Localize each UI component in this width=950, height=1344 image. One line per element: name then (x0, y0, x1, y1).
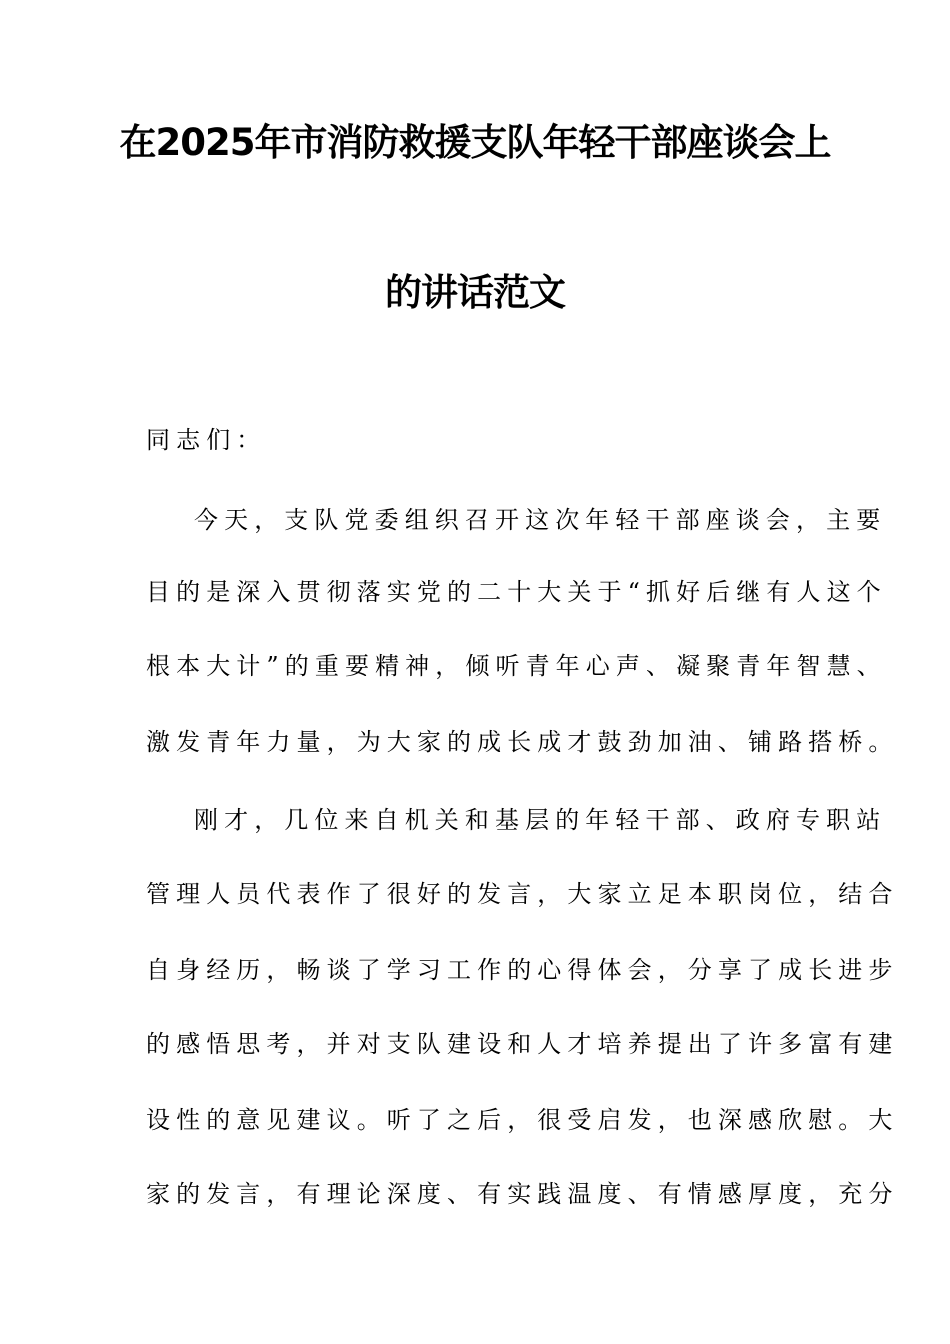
paragraph-2-line-4: 的感悟思考，并对支队建设和人才培养提出了许多富有建 (146, 1030, 899, 1058)
paragraph-2-line-3: 自身经历，畅谈了学习工作的心得体会，分享了成长进步 (146, 956, 899, 984)
paragraph-2-line-1: 刚才，几位来自机关和基层的年轻干部、政府专职站 (194, 806, 887, 834)
paragraph-2-line-6: 家的发言，有理论深度、有实践温度、有情感厚度，充分 (146, 1180, 899, 1208)
paragraph-1-line-4: 激发青年力量，为大家的成长成才鼓劲加油、铺路搭桥。 (146, 728, 899, 756)
document-title-line-2: 的讲话范文 (385, 271, 565, 314)
paragraph-2-line-5: 设性的意见建议。听了之后，很受启发，也深感欣慰。大 (146, 1106, 899, 1134)
paragraph-2-line-2: 管理人员代表作了很好的发言，大家立足本职岗位，结合 (146, 880, 899, 908)
paragraph-1-line-3: 根本大计”的重要精神，倾听青年心声、凝聚青年智慧、 (146, 652, 887, 680)
document-title-line-1: 在2025年市消防救援支队年轻干部座谈会上 (119, 121, 831, 164)
paragraph-1-line-1: 今天，支队党委组织召开这次年轻干部座谈会，主要 (194, 506, 887, 534)
salutation: 同志们： (146, 426, 267, 454)
paragraph-1-line-2: 目的是深入贯彻落实党的二十大关于“抓好后继有人这个 (146, 578, 887, 606)
